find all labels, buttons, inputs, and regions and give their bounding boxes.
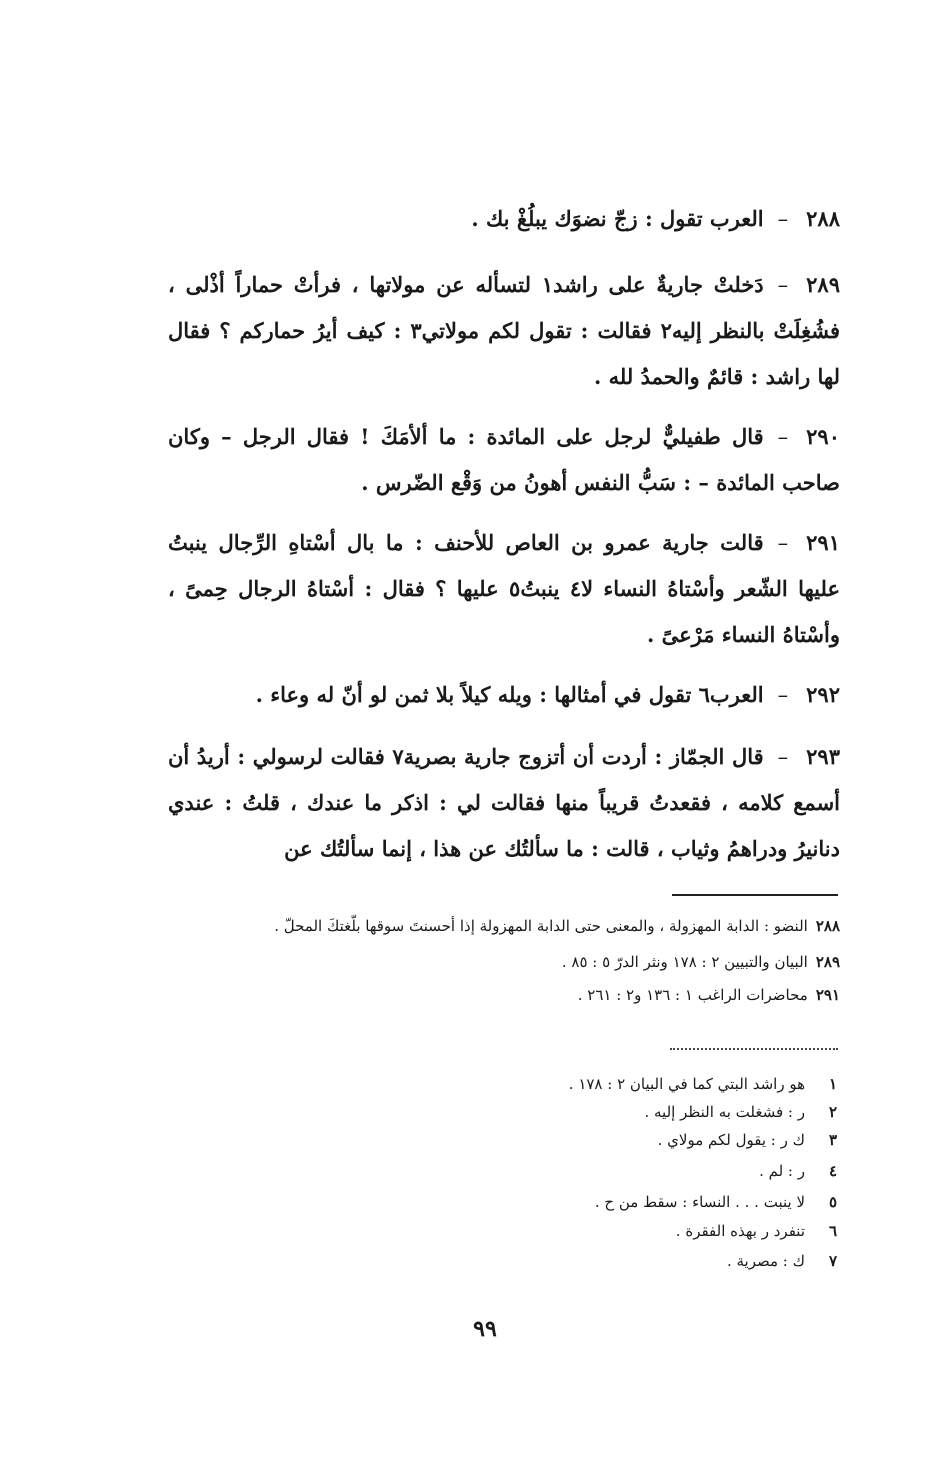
note-number: ٣ [828, 1131, 837, 1149]
entry-dash: – [777, 531, 789, 555]
entry-dash: – [777, 425, 789, 449]
entry-dash: – [777, 745, 789, 769]
entry-number: ٢٨٨ [806, 206, 840, 231]
entry-text: قالت جارية عمرو بن العاص للأحنف : ما بال أسْتاهِ الرِّجال ينبتُ عليها الشّعر وأسْتاهُ النساء لا٤ ينبتُ٥ عليها ؟ فقال : أسْتاهُ الرجال حِمىً ، وأسْتاهُ النساء مَرْعىً . [168, 530, 840, 647]
source-note-289 [200, 952, 840, 972]
entry-text: العرب تقول : زجّ نضوَك يبلُغْ بك . [471, 206, 764, 231]
entry-text: قال طفيليٌّ لرجل على المائدة : ما ألأمَكَ ! فقال الرجل – وكان صاحب المائدة – : سَبُّ النفس أهونُ من وَقْع الضّرس . [168, 424, 840, 495]
page-number: ٩٩ [473, 1316, 497, 1342]
source-number: ٢٨٨ [815, 917, 840, 935]
source-number: ٢٨٩ [815, 953, 840, 971]
note-number: ١ [828, 1075, 837, 1093]
note-text: هو راشد البتي كما في البيان ٢ : ١٧٨ . [568, 1075, 805, 1093]
note-number: ٦ [828, 1222, 837, 1240]
source-text: البيان والتبيين ٢ : ١٧٨ ونثر الدرّ ٥ : ٨٥ . [561, 953, 808, 971]
entry-292 [168, 672, 840, 718]
entry-number: ٢٩٢ [806, 682, 840, 707]
note-text: لا ينبت . . . النساء : سقط من ح . [594, 1193, 805, 1211]
note-text: ر : لم . [759, 1162, 805, 1180]
entry-dash: – [777, 683, 789, 707]
variant-note-6 [480, 1221, 837, 1241]
variant-note-2 [480, 1102, 837, 1122]
variant-note-5 [480, 1192, 837, 1212]
source-text: النضو : الدابة المهزولة ، والمعنى حتى الدابة المهزولة إذا أحسنتَ سوقها بلّغتكَ المحلّ . [274, 917, 808, 935]
note-text: ر : فشغلت به النظر إليه . [644, 1103, 805, 1121]
entry-dash: – [777, 273, 789, 297]
note-text: ك : مصرية . [726, 1252, 805, 1270]
entry-293 [168, 734, 840, 872]
note-number: ٤ [828, 1162, 837, 1180]
note-number: ٥ [828, 1193, 837, 1211]
entry-289 [168, 262, 840, 400]
source-number: ٢٩١ [815, 986, 840, 1004]
entry-288 [168, 196, 840, 242]
source-note-288 [200, 916, 840, 936]
entry-number: ٢٩٠ [806, 424, 840, 449]
variant-note-4 [480, 1161, 837, 1181]
entry-290 [168, 414, 840, 506]
source-text: محاضرات الراغب ١ : ١٣٦ و٢ : ٢٦١ . [577, 986, 808, 1004]
note-text: تنفرد ر بهذه الفقرة . [675, 1222, 805, 1240]
entry-number: ٢٩٣ [806, 744, 840, 769]
variant-note-1 [480, 1074, 837, 1094]
entry-text: دَخلتْ جاريةٌ على راشد١ لتسأله عن مولاتها ، فرأتْ حماراً أذْلى ، فشُغِلَتْ بالنظر إليه٢ فقالت : تقول لكم مولاتي٣ : كيف أيرُ حماركم ؟ فقال لها راشد : قائمٌ والحمدُ لله . [168, 272, 841, 389]
entry-number: ٢٩١ [806, 530, 840, 555]
variant-note-7 [480, 1251, 837, 1271]
notes-separator [670, 1048, 838, 1050]
source-note-291 [200, 985, 840, 1005]
entry-text: العرب٦ تقول في أمثالها : ويله كيلاً بلا ثمن لو أنّ له وعاء . [255, 682, 764, 707]
entry-number: ٢٨٩ [806, 272, 840, 297]
entry-291 [168, 520, 840, 658]
note-number: ٢ [828, 1103, 837, 1121]
entry-dash: – [777, 207, 789, 231]
footnote-separator [672, 894, 838, 896]
entry-text: قال الجمّاز : أردت أن أتزوج جارية بصرية٧ فقالت لرسولي : أريدُ أن أسمع كلامه ، فقعدتُ قريباً منها فقالت لي : اذكر ما عندك ، قلتُ : عندي دنانيرُ ودراهمُ وثياب ، قالت : ما سألتُك عن هذا ، إنما سألتُك عن [168, 744, 840, 861]
note-text: ك ر : يقول لكم مولاي . [657, 1131, 805, 1149]
variant-note-3 [480, 1130, 837, 1150]
note-number: ٧ [828, 1252, 837, 1270]
